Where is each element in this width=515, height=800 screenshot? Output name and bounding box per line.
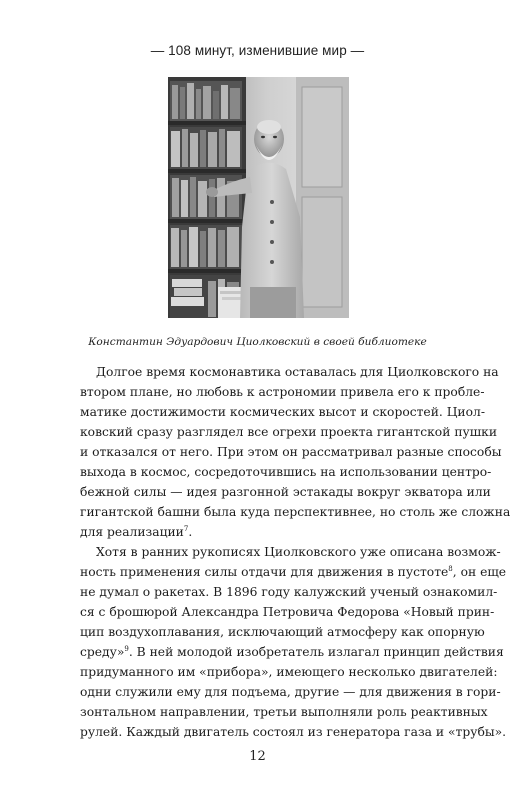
text-line: матике достижимости космических высот и скоростей. Циол- <box>80 405 485 419</box>
text-line <box>80 522 438 542</box>
text-line: выхода в космос, сосредоточившись на использовании центро- <box>80 465 492 479</box>
portrait-photo <box>168 77 349 318</box>
text-segment: среду» <box>80 645 125 659</box>
text-line: и отказался от него. При этом он рассматривал разные способы <box>80 445 502 459</box>
text-line: ся с брошюрой Александра Петровича Федорова «Новый прин- <box>80 605 495 619</box>
text-line: одни служили ему для подъема, другие — для движения в гори- <box>80 685 501 699</box>
text-line: не думал о ракетах. В 1896 году калужский ученый ознакомил- <box>80 585 498 599</box>
text-line: Хотя в ранних рукописях Циолковского уже описана возмож- <box>96 545 501 559</box>
text-line <box>80 642 504 662</box>
body-text <box>80 362 511 742</box>
text-line: Долгое время космонавтика оставалась для Циолковского на <box>96 365 499 379</box>
text-line: зонтальном направлении, третьи выполняли роль реактивных <box>80 705 488 719</box>
text-line: гигантской башни была куда перспективнее, но столь же сложна <box>80 505 511 519</box>
running-header: — 108 минут, изменившие мир — <box>150 43 365 58</box>
text-line: ковский сразу разглядел все огрехи проекта гигантской пушки <box>80 425 498 439</box>
text-line <box>80 562 507 582</box>
text-segment: для реализации <box>80 525 184 539</box>
page-number: 12 <box>249 749 266 764</box>
text-line: придуманного им «прибора», имеющего несколько двигателей: <box>80 665 498 679</box>
text-line: цип воздухоплавания, исключающий атмосферу как опорную <box>80 625 485 639</box>
text-segment: , он еще <box>452 565 507 579</box>
footnote-ref: 8 <box>448 565 453 573</box>
photo-caption: Константин Эдуардович Циолковский в своей библиотеке <box>88 336 427 348</box>
text-segment: ность применения силы отдачи для движения в пустоте <box>80 565 449 579</box>
text-segment: . В ней молодой изобретатель излагал принцип действия <box>128 645 504 659</box>
footnote-ref: 7 <box>183 525 189 533</box>
text-segment: . <box>188 525 193 539</box>
text-line: бежной силы — идея разгонной эстакады вокруг экватора или <box>80 485 491 499</box>
footnote-ref: 9 <box>124 645 129 653</box>
text-line: втором плане, но любовь к астрономии привела его к пробле- <box>80 385 485 399</box>
text-line: рулей. Каждый двигатель состоял из генератора газа и «трубы». <box>80 725 507 739</box>
